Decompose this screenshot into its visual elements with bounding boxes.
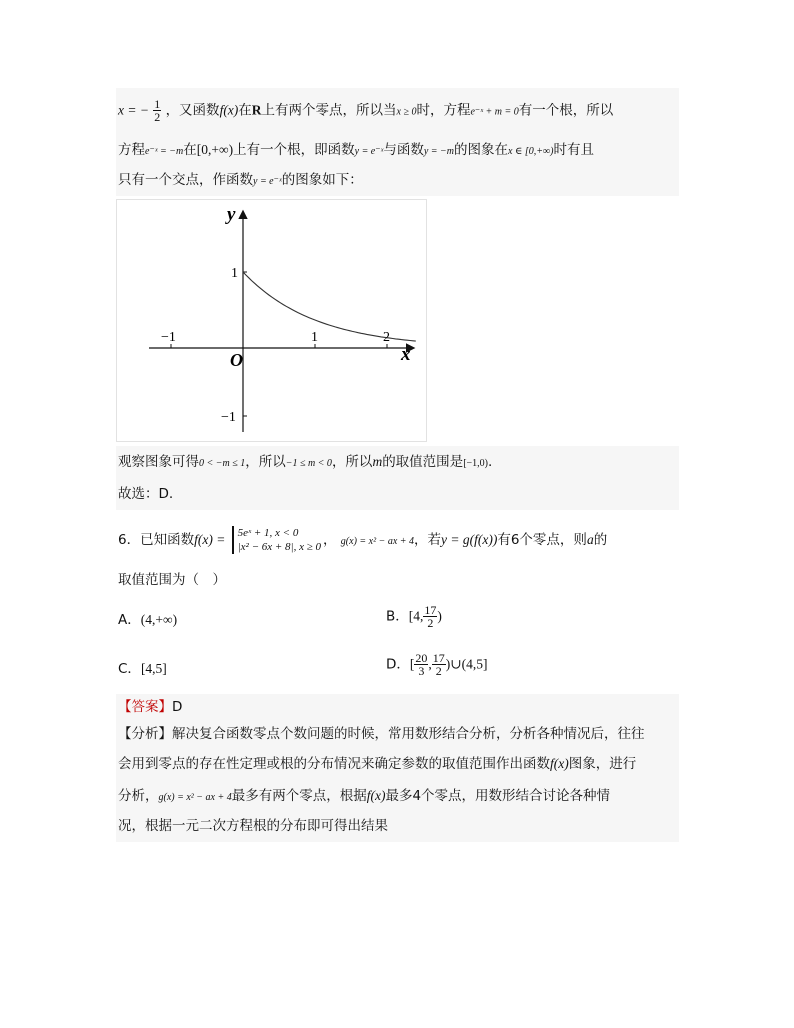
y-tick-label-1: 1 xyxy=(231,266,238,281)
choice-line: 故选：D. xyxy=(118,486,174,502)
option-a[interactable]: A．(4,+∞) xyxy=(118,612,178,628)
y-tick-label-neg1: −1 xyxy=(221,410,236,425)
question-6-line-2: 取值范围为（ ） xyxy=(118,572,226,588)
x-tick-label-neg1: −1 xyxy=(161,330,176,345)
x-tick-label-2: 2 xyxy=(383,330,390,345)
question-6-line-1: 6．已知函数f(x) = 5eˣ + 1, x < 0 |x² − 6x + 8|, x ≥ 0 ， g(x) = x² − ax + 4，若y = g(f(x))有6个零点，则a的 xyxy=(118,527,608,553)
answer-line xyxy=(118,697,182,717)
answer-value: D xyxy=(172,699,183,715)
x-axis-label: x xyxy=(401,344,411,365)
solution-line-2: 方程e⁻ˣ = −m在[0,+∞)上有一个根，即函数y = e⁻ˣ与函数y = −m的图象在x ∈ [0,+∞)时有且 xyxy=(118,142,594,158)
analysis-line-3: 分析，g(x) = x² − ax + 4最多有两个零点，根据f(x)最多4个零点，用数形结合讨论各种情 xyxy=(118,788,611,804)
conclusion-line: 观察图象可得0 < −m ≤ 1，所以−1 ≤ m < 0，所以m的取值范围是[−1,0). xyxy=(118,454,493,470)
analysis-tag: 【分析】 xyxy=(118,726,172,742)
option-c[interactable]: C．[4,5] xyxy=(118,661,167,677)
analysis-line-4: 况，根据一元二次方程根的分布即可得出结果 xyxy=(118,818,388,834)
y-axis-label: y xyxy=(227,204,236,225)
analysis-line-2: 会用到零点的存在性定理或根的分布情况来确定参数的取值范围作出函数f(x)图象，进行 xyxy=(118,756,637,772)
math-x-eq: x = − xyxy=(118,102,149,118)
fraction-one-half: $\frac{1}{2}$ xyxy=(154,97,161,124)
solution-line-3: 只有一个交点，作函数y = e⁻ˣ的图象如下： xyxy=(118,172,363,188)
solution-line-1: x = − $\frac{1}{2}$ ，又函数f(x)在R上有两个零点，所以当x ≥ 0时，方程e⁻ˣ + m = 0有一个根，所以 xyxy=(118,97,614,124)
piecewise-function: 5eˣ + 1, x < 0 |x² − 6x + 8|, x ≥ 0 xyxy=(232,526,321,554)
option-b[interactable]: B．[4, $\frac{17}{2}$ ) xyxy=(386,603,442,630)
answer-tag: 【答案】 xyxy=(118,699,172,715)
exp-decay-graph xyxy=(116,199,427,442)
option-d[interactable]: D．[ $\frac{20}{3}$ , $\frac{17}{2}$ )∪(4,5] xyxy=(386,651,488,678)
analysis-line-1: 【分析】解决复合函数零点个数问题的时候，常用数形结合分析，分析各种情况后，往往 xyxy=(118,726,645,742)
x-tick-label-1: 1 xyxy=(311,330,318,345)
graph-svg xyxy=(117,200,428,443)
origin-label: O xyxy=(230,350,243,370)
